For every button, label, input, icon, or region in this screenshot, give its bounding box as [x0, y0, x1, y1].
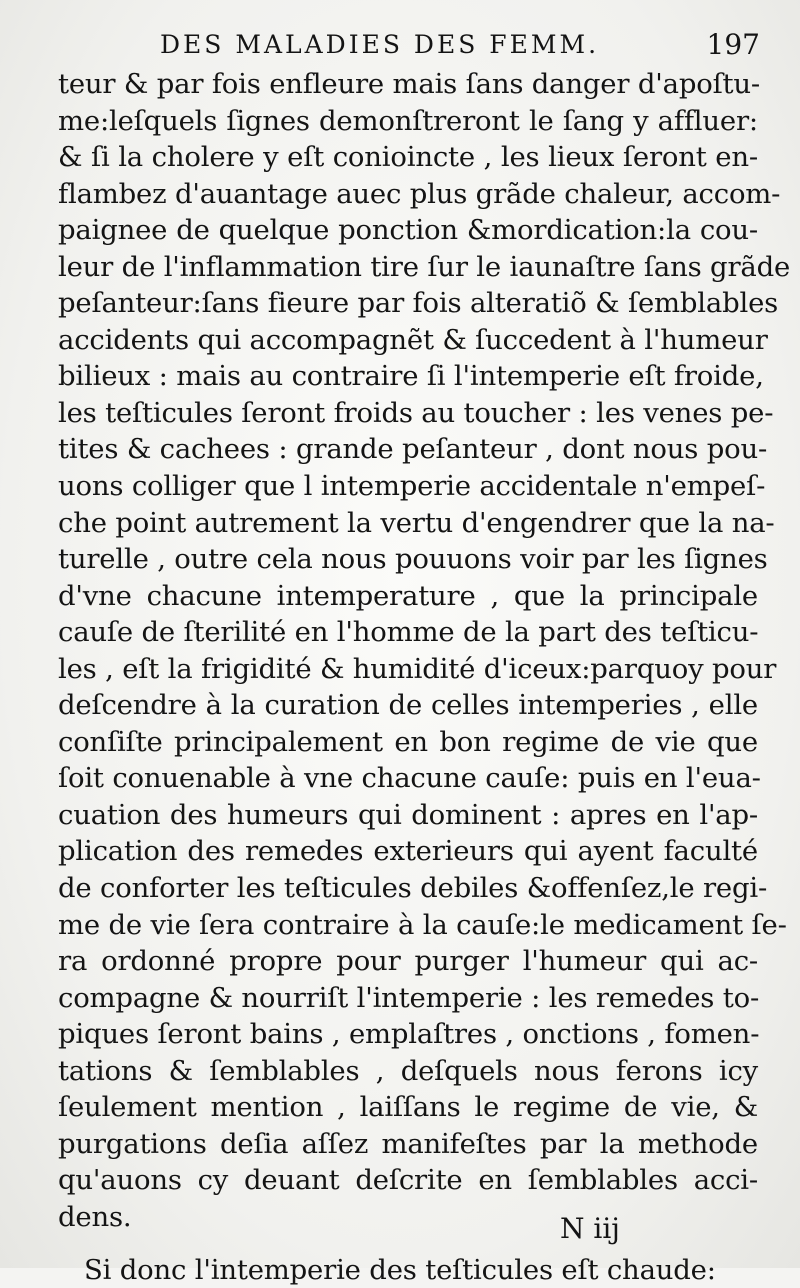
text-line: cauſe de ſterilité en l'homme de la part des teſticu- [58, 614, 758, 651]
body-text [58, 66, 758, 1288]
text-line: paignee de quelque ponction &mordication:la cou- [58, 212, 758, 249]
text-line: accidents qui accompagnẽt & ſuccedent à l'humeur [58, 322, 758, 359]
text-line: purgations deſia aſſez manifeſtes par la methode [58, 1126, 758, 1163]
text-line: & ſi la cholere y eſt conioincte , les lieux ſeront en- [58, 139, 758, 176]
text-line: de conforter les teſticules debiles &offenſez,le regi- [58, 870, 758, 907]
text-line: me de vie ſera contraire à la cauſe:le medicament ſe- [58, 907, 758, 944]
text-line: turelle , outre cela nous pouuons voir par les ſignes [58, 541, 758, 578]
text-line: ra ordonné propre pour purger l'humeur qui ac- [58, 943, 758, 980]
text-line: uons colliger que l intemperie accidentale n'empeſ- [58, 468, 758, 505]
text-line: tites & cachees : grande peſanteur , dont nous pou- [58, 431, 758, 468]
text-line: ſoit conuenable à vne chacune cauſe: puis en l'eua- [58, 760, 758, 797]
text-line: compagne & nourriſt l'intemperie : les remedes to- [58, 980, 758, 1017]
signature-mark: N iij [560, 1212, 620, 1245]
text-line: les , eſt la frigidité & humidité d'iceux:parquoy pour [58, 651, 758, 688]
running-head: DES MALADIES DES FEMM. [160, 30, 599, 59]
text-line: d'vne chacune intemperature , que la principale [58, 578, 758, 615]
text-line: plication des remedes exterieurs qui ayent faculté [58, 833, 758, 870]
text-line: qu'auons cy deuant deſcrite en ſemblables acci- [58, 1162, 758, 1199]
text-line: dens. [58, 1199, 758, 1236]
text-line: che point autrement la vertu d'engendrer que la na- [58, 505, 758, 542]
text-line: Si donc l'intemperie des teſticules eſt chaude: [58, 1252, 758, 1288]
paragraph-gap [58, 1236, 758, 1252]
text-line: leur de l'inflammation tire ſur le iaunaſtre ſans grãde [58, 249, 758, 286]
page-number: 197 [707, 28, 760, 61]
text-line: peſanteur:ſans fieure par fois alteratiõ & ſemblables [58, 285, 758, 322]
text-line: deſcendre à la curation de celles intemperies , elle [58, 687, 758, 724]
text-line: piques ſeront bains , emplaſtres , onctions , fomen- [58, 1016, 758, 1053]
text-line: flambez d'auantage auec plus grãde chaleur, accom- [58, 176, 758, 213]
text-line: me:leſquels ſignes demonſtreront le ſang y affluer: [58, 103, 758, 140]
text-line: ſeulement mention , laiſſans le regime de vie, & [58, 1089, 758, 1126]
text-line: cuation des humeurs qui dominent : apres en l'ap- [58, 797, 758, 834]
text-line: les teſticules ſeront froids au toucher : les venes pe- [58, 395, 758, 432]
text-line: bilieux : mais au contraire ſi l'intemperie eſt froide, [58, 358, 758, 395]
text-line: teur & par fois enfleure mais ſans danger d'apoſtu- [58, 66, 758, 103]
page-header [160, 30, 760, 64]
text-line: conſiſte principalement en bon regime de vie que [58, 724, 758, 761]
text-line: tations & ſemblables , deſquels nous ferons icy [58, 1053, 758, 1090]
